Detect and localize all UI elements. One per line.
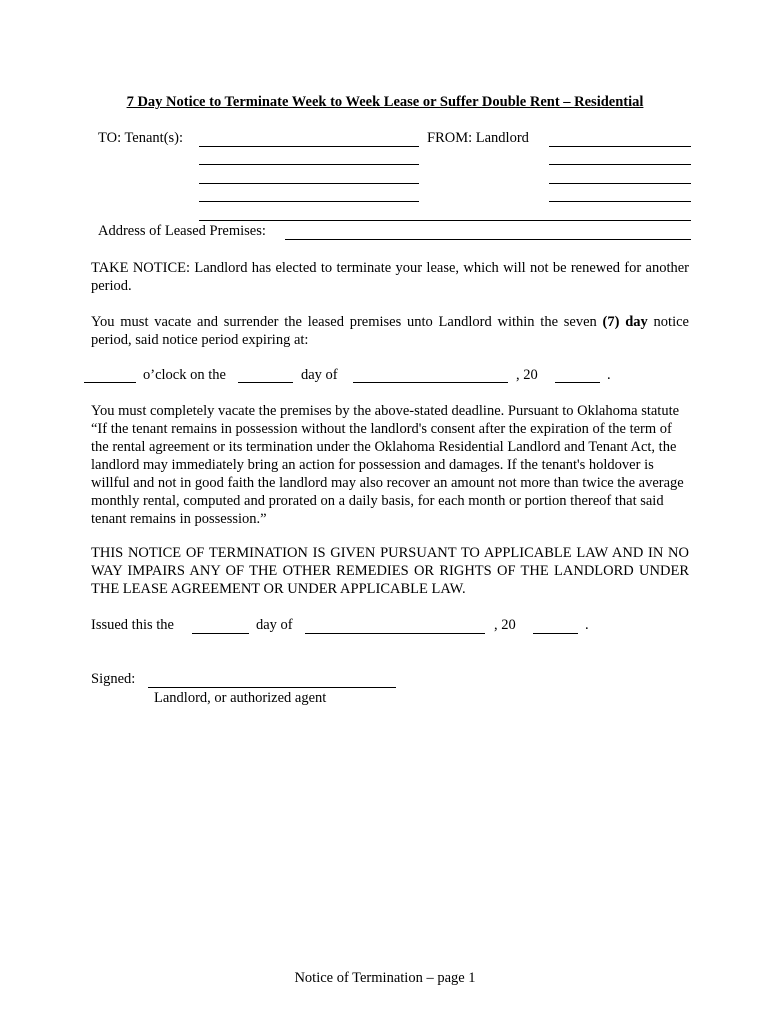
divider-line	[199, 220, 691, 221]
issued-day-of-label: day of	[256, 617, 293, 633]
issued-year-line[interactable]	[533, 633, 578, 634]
statute-paragraph: You must completely vacate the premises by the above-stated deadline. Pursuant to Oklahoma statute “If the tenant remains in possession without the landlord's consent after the expiration of the term of the rental agreement or its termination under the Oklahoma Residential Landlord and Tenant Act, the landlord may immediately bring an action for possession and damages. If the tenant's holdover is willful and not in good faith the landlord may also recover an amount not more than twice the average monthly rental, computed and prorated on a daily basis, for each month or portion thereof that said tenant remains in possession.”	[91, 403, 684, 527]
signed-label: Signed:	[91, 671, 136, 687]
expiry-year-line[interactable]	[555, 382, 600, 383]
expiry-month-line[interactable]	[353, 382, 508, 383]
expiry-period: .	[607, 367, 611, 383]
tenant-name-line-3[interactable]	[199, 183, 419, 184]
page-footer: Notice of Termination – page 1	[294, 970, 476, 986]
address-field-line[interactable]	[285, 239, 691, 240]
tenant-name-line-1[interactable]	[199, 146, 419, 147]
caps-notice-paragraph: THIS NOTICE OF TERMINATION IS GIVEN PURSUANT TO APPLICABLE LAW AND IN NO WAY IMPAIRS ANY OF THE OTHER REMEDIES OR RIGHTS OF THE LANDLORD UNDER THE LEASE AGREEMENT OR UNDER APPLICABLE LAW.	[91, 545, 689, 597]
expiry-year-prefix: , 20	[516, 367, 538, 383]
tenant-name-line-2[interactable]	[199, 164, 419, 165]
expiry-day-of-label: day of	[301, 367, 338, 383]
vacate-text-prefix: You must vacate and surrender the leased premises unto Landlord within the seven	[91, 314, 603, 330]
issued-day-line[interactable]	[192, 633, 249, 634]
vacate-paragraph	[91, 313, 689, 349]
seven-day-bold: (7) day	[602, 314, 648, 330]
from-landlord-label: FROM: Landlord	[427, 130, 529, 146]
landlord-name-line-2[interactable]	[549, 164, 691, 165]
expiry-day-line[interactable]	[238, 382, 293, 383]
landlord-name-line-1[interactable]	[549, 146, 691, 147]
signature-role-label: Landlord, or authorized agent	[154, 690, 327, 706]
issued-label: Issued this the	[91, 617, 174, 633]
landlord-name-line-4[interactable]	[549, 201, 691, 202]
to-tenant-label: TO: Tenant(s):	[98, 130, 184, 146]
oclock-label: o’clock on the	[143, 367, 226, 383]
issued-period: .	[585, 617, 589, 633]
issued-year-prefix: , 20	[494, 617, 516, 633]
take-notice-paragraph: TAKE NOTICE: Landlord has elected to terminate your lease, which will not be renewed for another period.	[91, 260, 689, 294]
address-label: Address of Leased Premises:	[98, 223, 266, 239]
landlord-name-line-3[interactable]	[549, 183, 691, 184]
issued-month-line[interactable]	[305, 633, 485, 634]
tenant-name-line-4[interactable]	[199, 201, 419, 202]
document-title: 7 Day Notice to Terminate Week to Week Lease or Suffer Double Rent – Residential	[126, 94, 644, 110]
signature-line[interactable]	[148, 687, 396, 688]
vacate-text-suffix: notice period, said notice period expiring at:	[91, 314, 689, 348]
expiry-hour-line[interactable]	[84, 382, 136, 383]
